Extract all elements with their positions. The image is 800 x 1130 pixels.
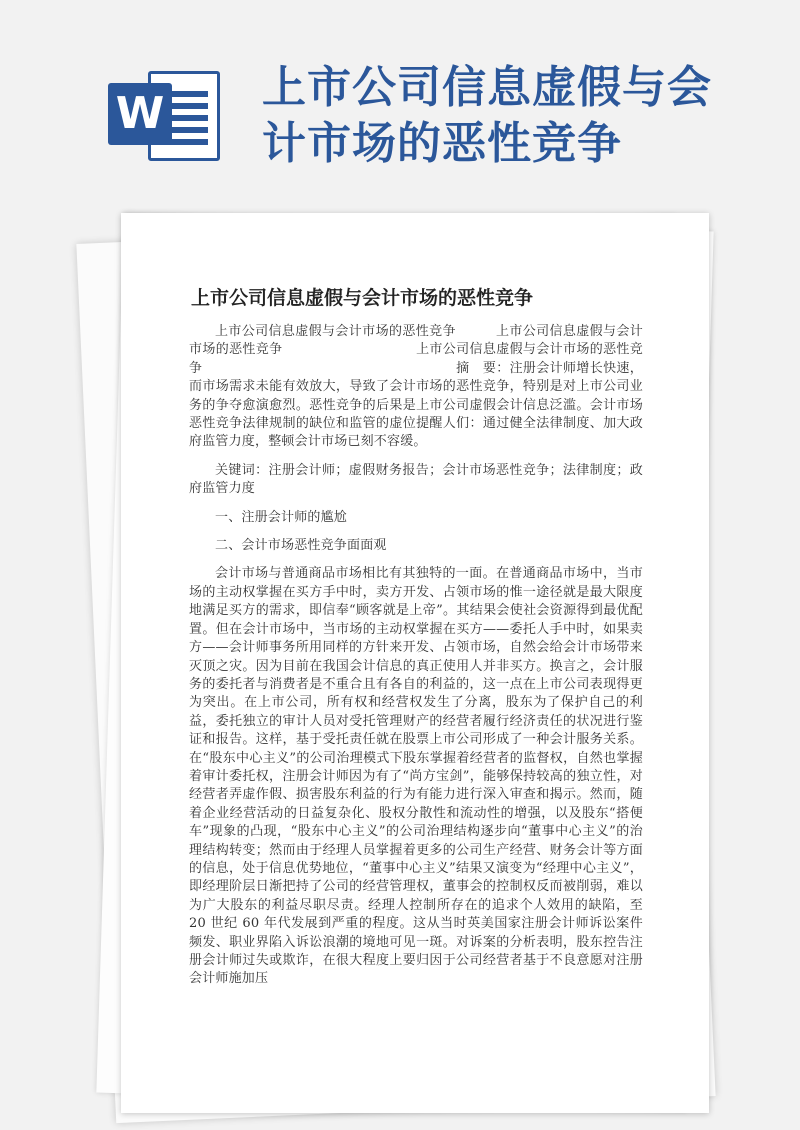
word-icon-line (166, 91, 208, 97)
document-body (189, 323, 643, 989)
banner-title: 上市公司信息虚假与会计市场的恶性竞争 (262, 62, 712, 169)
section-heading: 二、会计市场恶性竞争面面观 (215, 538, 387, 554)
document-title: 上市公司信息虚假与会计市场的恶性竞争 (191, 287, 534, 309)
keywords-paragraph: 关键词：注册会计师；虚假财务报告；会计市场恶性竞争；法律制度；政府监管力度 (189, 462, 643, 497)
abstract-paragraph: 上市公司信息虚假与会计市场的恶性竞争 上市公司信息虚假与会计市场的恶性竞争 上市公司信息虚假与会计市场的恶性竞争 摘 要：注册会计师增长快速，而市场需求未能有效放大，导致了会计市场的恶性竞争，特别是对上市公司业务的争夺愈演愈烈。恶性竞争的后果是上市公司虚假会计信息泛滥。会计市场恶性竞争法律规制的缺位和监管的虚位提醒人们：通过健全法律制度、加大政府监管力度，整顿会计市场已刻不容缓。 (189, 324, 643, 450)
word-icon-line (166, 139, 208, 145)
section-heading: 一、注册会计师的尴尬 (215, 509, 348, 525)
word-icon (108, 65, 220, 161)
word-icon-letter: W (108, 83, 172, 145)
document-page (121, 213, 709, 1113)
word-icon-line (166, 127, 208, 133)
word-icon-line (166, 115, 208, 121)
banner (0, 0, 800, 200)
word-icon-line (166, 103, 208, 109)
body-paragraph: 会计市场与普通商品市场相比有其独特的一面。在普通商品市场中，当市场的主动权掌握在买方手中时，卖方开发、占领市场的惟一途径就是最大限度地满足买方的需求，即信奉“顾客就是上帝”。其结果会使社会资源得到最优配置。但在会计市场中，当市场的主动权掌握在买方——委托人手中时，如果卖方——会计师事务所用同样的方针来开发、占领市场，自然会给会计市场带来灭顶之灾。因为目前在我国会计信息的真正使用人并非买方。换言之，会计服务的委托者与消费者是不重合且有各自的利益的，这一点在上市公司表现得更为突出。在上市公司，所有权和经营权发生了分离，股东为了保护自己的利益，委托独立的审计人员对受托管理财产的经营者履行经济责任的状况进行鉴证和报告。这样，基于受托责任就在股票上市公司形成了一种会计服务关系。在“股东中心主义”的公司治理模式下股东掌握着经营者的监督权，自然也掌握着审计委托权，注册会计师因为有了“尚方宝剑”，能够保持较高的独立性，对经营者弄虚作假、损害股东利益的行为有能力进行深入审查和揭示。然而，随着企业经营活动的日益复杂化、股权分散性和流动性的增强，以及股东“搭便车”现象的凸现，“股东中心主义”的公司治理结构逐步向“董事中心主义”的治理结构转变；然而由于经理人员掌握着更多的公司生产经营、财务会计等方面的信息，处于信息优势地位，“董事中心主义”结果又演变为“经理中心主义”，即经理阶层日渐把持了公司的经营管理权，董事会的控制权反而被削弱，难以为广大股东的利益尽职尽责。经理人控制所存在的追求个人效用的缺陷，至 20 世纪 60 年代发展到严重的程度。这从当时英美国家注册会计师诉讼案件频发、职业界陷入诉讼浪潮的境地可见一斑。对诉案的分析表明，股东控告注册会计师过失或欺诈，在很大程度上要归因于公司经营者基于不良意愿对注册会计师施加压 (189, 566, 643, 987)
